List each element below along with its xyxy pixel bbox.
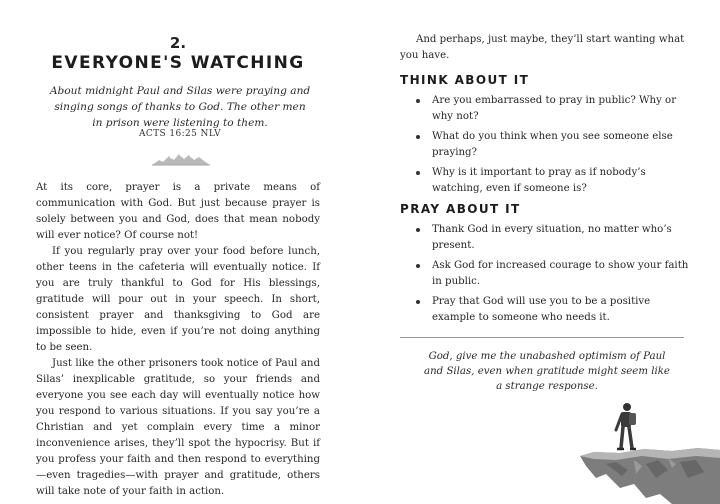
- list-item: [400, 294, 690, 326]
- body-paragraph: If you regularly pray over your food before lunch, other teens in the cafeteria will eventually notice. If you are truly thankful to God for His blessings, gratitude will pour out in your speech. In short, consistent prayer and thanksgiving to God are impossible to hide, even if you’re not doing anything to be seen.: [36, 246, 320, 353]
- list-item-text: Pray that God will use you to be a positive example to someone who needs it.: [432, 296, 651, 323]
- pray-about-it-list: [400, 222, 690, 330]
- list-item-text: Are you embarrassed to pray in public? Why or why not?: [432, 95, 677, 122]
- right-page: [360, 0, 720, 504]
- list-item: [400, 129, 690, 161]
- bullet-icon: [416, 171, 420, 175]
- epigraph-reference: ACTS 16:25 NLV: [138, 129, 222, 139]
- epigraph-quote: About midnight Paul and Silas were praying and singing songs of thanks to God. The other men in prison were listening to them.: [49, 85, 311, 129]
- chapter-number: 2.: [169, 34, 187, 52]
- list-item-text: Ask God for increased courage to show your faith in public.: [432, 260, 689, 287]
- bullet-icon: [416, 300, 420, 304]
- list-item-text: Thank God in every situation, no matter who’s present.: [432, 224, 672, 251]
- list-item: [400, 165, 690, 197]
- bullet-icon: [416, 99, 420, 103]
- bullet-icon: [416, 135, 420, 139]
- body-paragraph: At its core, prayer is a private means of communication with God. But just because prayer is solely between you and God, does that mean nobody will ever notice? Of course not!: [36, 182, 320, 241]
- continuation-paragraph: And perhaps, just maybe, they’ll start wanting what you have.: [400, 34, 685, 61]
- continuation-text: [400, 32, 690, 64]
- bullet-icon: [416, 264, 420, 268]
- list-item: [400, 258, 690, 290]
- hiker-on-cliff-icon: [576, 398, 720, 504]
- divider-rule: [400, 337, 684, 338]
- body-text: [36, 180, 320, 500]
- list-item-text: Why is it important to pray as if nobody’s watching, even if someone is?: [432, 167, 646, 194]
- think-about-it-heading: THINK ABOUT IT: [400, 73, 530, 87]
- list-item-text: What do you think when you see someone else praying?: [432, 131, 673, 158]
- think-about-it-list: [400, 93, 690, 201]
- chapter-title: EVERYONE'S WATCHING: [51, 53, 305, 73]
- body-paragraph: Just like the other prisoners took notice of Paul and Silas’ inexplicable gratitude, so your friends and everyone you see each day will eventually notice how you respond to various situations. If you say you’re a Christian and yet complain every time a minor inconvenience arises, they’ll spot the hypocrisy. But if you profess your faith and then respond to everything—even tragedies—with prayer and gratitude, others will take note of your faith in action.: [36, 358, 320, 497]
- bullet-icon: [416, 228, 420, 232]
- list-item: [400, 222, 690, 254]
- closing-prayer: God, give me the unabashed optimism of Paul and Silas, even when gratitude might seem like a strange response.: [424, 351, 670, 392]
- mountain-range-icon: [152, 150, 210, 166]
- pray-about-it-heading: PRAY ABOUT IT: [400, 202, 521, 216]
- list-item: [400, 93, 690, 125]
